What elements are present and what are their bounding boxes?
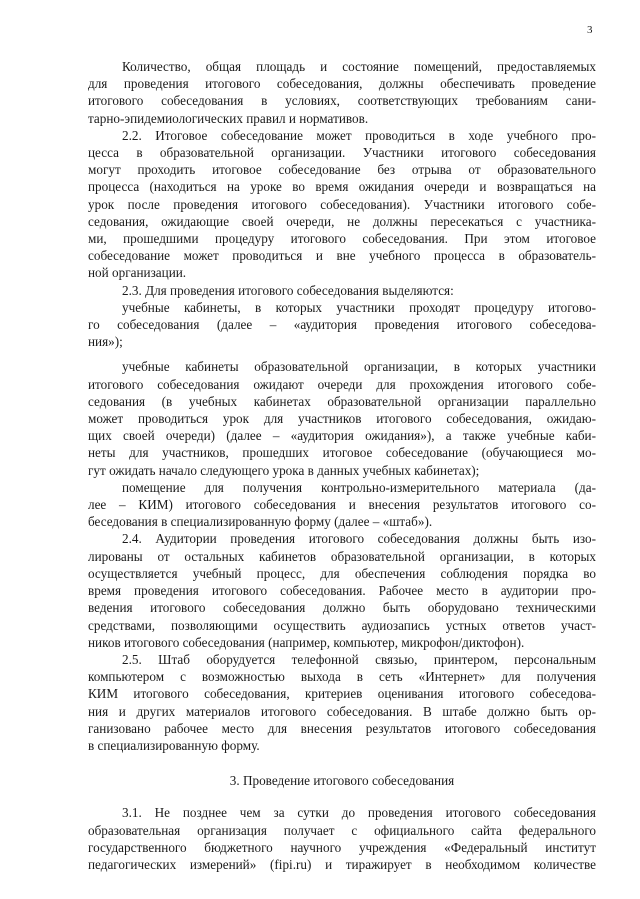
text-line: ной организации.: [88, 265, 187, 281]
text-line: урок после проведения итогового собеседования). Участники итогового собе-: [88, 196, 596, 212]
text-line: помещение для получения контрольно-измерительного материала (да-: [122, 479, 596, 495]
text-line: учебные кабинеты, в которых участники проходят процедуру итогово-: [122, 299, 596, 315]
text-line: Количество, общая площадь и состояние помещений, предоставляемых: [122, 59, 596, 74]
text-line: процесса (находиться на уроке во время ожидания очереди и возвращаться на: [88, 179, 596, 195]
text-line: ников итогового собеседования (например, компьютер, микрофон/диктофон).: [88, 634, 525, 650]
text-line: для проведения итогового собеседования, должны обеспечивать проведение: [88, 76, 596, 92]
paragraph-3-1: [88, 804, 596, 873]
section-heading: 3. Проведение итогового собеседования: [229, 773, 455, 789]
paragraph-2-4: [88, 530, 596, 650]
document-body: [88, 58, 596, 873]
paragraph-2-3: [88, 282, 596, 359]
paragraph-waiting-rooms: [88, 358, 596, 478]
text-line: собеседование может проводиться и вне учебного процесса в образователь-: [88, 248, 596, 264]
closing-paragraph: [88, 804, 596, 873]
text-line: образовательная организация получает с официального сайта федерального: [88, 822, 596, 838]
text-line: седования, ожидающие своей очереди, не должны пересекаться с участника-: [88, 213, 596, 229]
text-line: 2.5. Штаб оборудуется телефонной связью, принтером, персональным: [122, 651, 596, 667]
document-paragraphs: [88, 58, 596, 754]
text-line: щих своей очереди) (далее – «аудитория ожидания»), а также учебные каби-: [88, 428, 596, 444]
text-line: 2.3. Для проведения итогового собеседования выделяются:: [122, 282, 454, 298]
text-line: ния и других материалов итогового собеседования. В штабе должно быть ор-: [88, 703, 596, 719]
text-line: может проводиться урок для участников итогового собеседования, ожидаю-: [88, 411, 596, 427]
text-line: лированы от остальных кабинетов образовательной организации, в которых: [88, 548, 596, 564]
text-line: итогового собеседования в условиях, соответствующих требованиям сани-: [88, 93, 596, 109]
paragraph-2-2: [88, 127, 596, 282]
text-line: могут проходить итоговое собеседование без отрыва от образовательного: [88, 162, 596, 178]
text-line: тарно-эпидемиологических правил и нормативов.: [88, 110, 369, 126]
paragraph-2-5: [88, 651, 596, 754]
text-line: цесса в образовательной организации. Участники итогового собеседования: [88, 145, 596, 161]
text-line: гут ожидать начало следующего урока в данных учебных кабинетах);: [88, 462, 480, 478]
text-line: неты для участников, прошедших итоговое собеседование (обучающиеся мо-: [88, 445, 596, 461]
text-line: го собеседования (далее – «аудитория проведения итогового собеседова-: [88, 317, 596, 333]
text-line: компьютером с возможностью выхода в сеть «Интернет» для получения: [88, 669, 596, 685]
paragraph-premises: [88, 58, 596, 127]
text-line: в специализированную форму.: [88, 737, 260, 753]
text-line: учебные кабинеты образовательной организации, в которых участники: [122, 359, 596, 375]
text-line: педагогических измерений» (fipi.ru) и тиражирует в необходимом количестве: [88, 856, 596, 872]
text-line: итогового собеседования ожидают очереди для прохождения итогового собе-: [88, 376, 596, 392]
text-line: 2.4. Аудитории проведения итогового собеседования должны быть изо-: [122, 531, 596, 547]
text-line: время проведения итогового собеседования. Рабочее место в аудитории про-: [88, 583, 596, 599]
text-line: КИМ итогового собеседования, критериев оценивания итогового собеседова-: [88, 686, 596, 702]
text-line: седования (в учебных кабинетах образовательной организации параллельно: [88, 393, 596, 409]
text-line: 2.2. Итоговое собеседование может проводиться в ходе учебного про-: [122, 127, 596, 143]
page-number: 3: [587, 24, 593, 36]
text-line: беседования в специализированную форму (далее – «штаб»).: [88, 514, 433, 530]
text-line: ведения итогового собеседования должно быть оборудовано техническими: [88, 600, 596, 616]
text-line: средствами, позволяющими осуществить аудиозапись устных ответов участ-: [88, 617, 596, 633]
text-line: лее – КИМ) итогового собеседования и внесения результатов итогового со-: [88, 497, 596, 513]
text-line: ния»);: [88, 334, 123, 350]
text-line: ми, прошедшими процедуру итогового собеседования. При этом итоговое: [88, 231, 596, 247]
paragraph-headquarters: [88, 479, 596, 531]
text-line: 3.1. Не позднее чем за сутки до проведения итогового собеседования: [122, 805, 596, 821]
paragraph-gap: [88, 350, 596, 358]
text-line: государственного бюджетного научного учреждения «Федеральный институт: [88, 839, 596, 855]
text-line: ганизовано рабочее место для внесения результатов итогового собеседования: [88, 720, 596, 736]
text-line: осуществляется учебный процесс, для обеспечения соблюдения порядка во: [88, 565, 596, 581]
